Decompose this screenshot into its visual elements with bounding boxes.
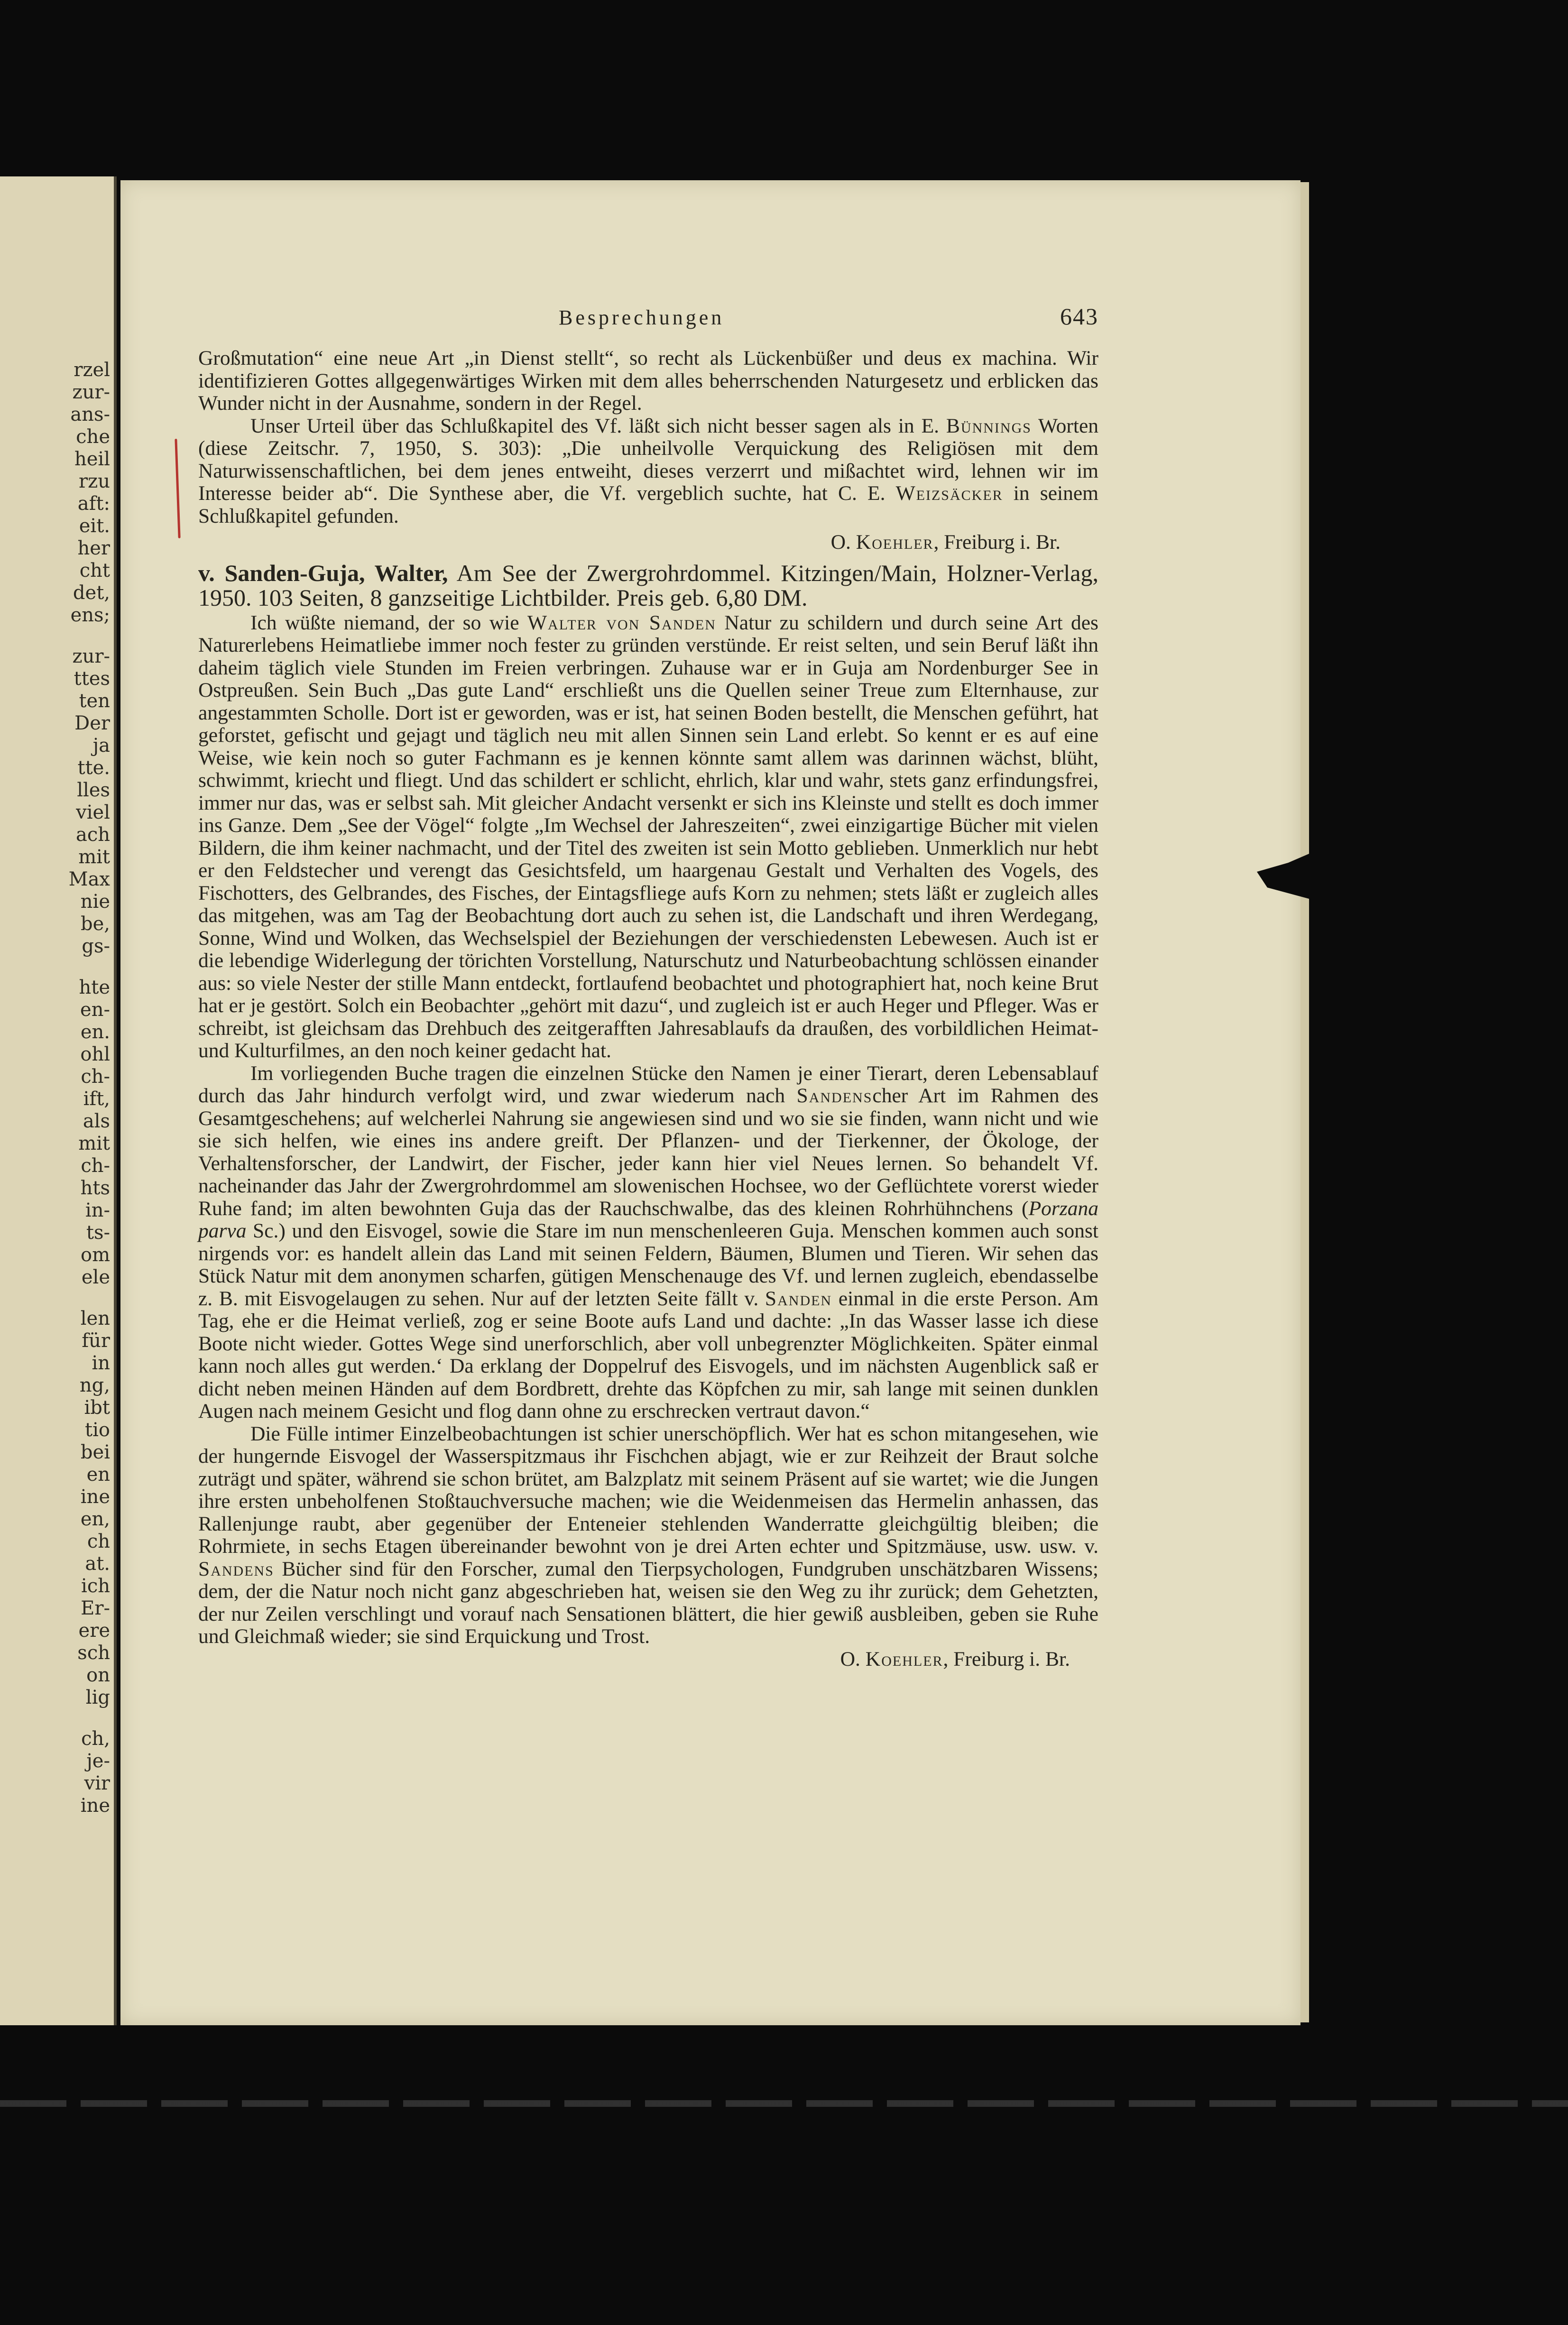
margin-pencil-mark	[175, 439, 180, 538]
left-page-line-fragment: tte.	[77, 757, 110, 779]
left-page-line-fragment: ch	[87, 1531, 110, 1552]
left-page-line-fragment: rzu	[79, 471, 110, 492]
left-page-line-fragment: Er-	[81, 1597, 110, 1619]
left-page-line-fragment: ich	[81, 1575, 110, 1597]
left-page-line-fragment: eit.	[79, 515, 110, 537]
previous-page-edge	[0, 176, 117, 2025]
left-page-line-fragment: ohl	[80, 1043, 110, 1065]
left-page-line-fragment: bei	[80, 1441, 110, 1463]
left-page-line-fragment: in-	[85, 1199, 110, 1221]
prev-review-signature: O. Koehler, Freiburg i. Br.	[830, 531, 1061, 554]
left-page-line-fragment: ele	[81, 1266, 110, 1288]
left-page-line-fragment: in	[92, 1352, 110, 1374]
running-head	[198, 305, 1098, 334]
left-page-line-fragment: Max	[68, 868, 110, 890]
review-paragraph-1: Ich wüßte niemand, der so wie Walter von Sanden Natur zu schildern und durch seine Art des Naturerlebens Heimatliebe immer noch fester zu gründen verstünde. Er reist selten, und sein Beruf läßt ihn daheim täglich viele Stunden im Freien verbringen. Zuhause war er in Guja am Nordenburger See in Ostpreußen. Sein Buch „Das gute Land“ erschließt uns die Quellen seiner Treue zum Elternhause, zur angestammten Scholle. Dort ist er geworden, was er ist, hat seinen Boden bestellt, die Menschen geführt, hat geforstet, gefischt und gejagt und täglich neu mit allen Sinnen sein Land erlebt. So kennt er es auf eine Weise, wie kein noch so guter Fachmann es je kennen könnte samt allem was darinnen wächst, blüht, schwimmt, kriecht und fliegt. Und das schildert er schlicht, ehrlich, klar und wahr, stets ganz erfindungsfrei, immer nur das, was er selbst sah. Mit gleicher Andacht versenkt er sich ins Kleinste und stellt es doch immer ins Ganze. Dem „See der Vögel“ folgte „Im Wechsel der Jahreszeiten“, zwei einzigartige Bücher mit vielen Bildern, die ihm keiner nachmacht, und der Titel des zweiten ist sein Motto geblieben. Unmerklich nur hebt er den Feldstecher und verengt das Gesichtsfeld, um haargenau Gestalt und Verhalten des Vogels, des Fischotters, des Gelbrandes, des Fisches, der Eintagsfliege aufs Korn zu nehmen; stets läßt er zugleich alles das mitgehen, was am Tag der Beobachtung dort auch zu sehen ist, die Landschaft und ihren Werdegang, Sonne, Wind und Wolken, das Wechselspiel der Beziehungen der verschiedensten Lebewesen. Auch ist er die lebendige Widerlegung der törichten Vorstellung, Naturschutz und Naturbeobachtung schlössen einander aus: so viele Nester der stille Mann entdeckt, fortlaufend beobachtet und photographiert hat, noch keine Brut hat er je gestört. Solch ein Beobachter „gehört mit dazu“, und zugleich ist er auch Heger und Pfleger. Was er schreibt, ist gleichsam das Drehbuch des zeitgerafften Jahresablaufs da draußen, des vorbildlichen Heimat- und Kulturfilmes, an den noch keiner gedacht hat.	[198, 611, 1098, 1062]
left-page-line-fragment: om	[80, 1244, 110, 1266]
review-heading	[198, 561, 1098, 610]
left-page-line-fragment: ch-	[81, 1155, 110, 1177]
left-page-line-fragment: ach	[75, 824, 110, 846]
left-page-line-fragment: ibt	[84, 1397, 110, 1419]
left-page-line-fragment: gs-	[82, 935, 110, 957]
left-page-line-fragment: tio	[85, 1419, 110, 1441]
left-page-line-fragment: aft:	[77, 493, 110, 515]
scan-ruler-strip	[0, 2100, 1568, 2107]
left-page-line-fragment: zur-	[72, 381, 110, 403]
review-paragraph-3: Die Fülle intimer Einzelbeobachtungen ist schier unerschöpflich. Wer hat es schon mitangesehen, wie der hungernde Eisvogel der Wasserspitzmaus ihr Fischchen abjagt, wie er zur Reihzeit der Braut solche zuträgt und später, während sie schon brütet, am Balzplatz mit seinem Präsent auf sie wartet; wie die Jungen ihre ersten unbeholfenen Stoßtauchversuche machen; wie die Weidenmeisen das Hermelin anhassen, das Rallenjunge raubt, aber gegenüber der Enteneier stehlenden Wanderratte gleichgültig bleiben; die Rohrmiete, in sechs Etagen übereinander bewohnt von je drei Arten echter und Spitzmäuse, usw. usw. v. Sandens Bücher sind für den Forscher, zumal den Tierpsychologen, Fundgruben unschätzbaren Wissens; dem, der die Natur noch nicht ganz abgeschrieben hat, weisen sie den Weg zu ihr zurück; dem Gehetzten, der nur Zeilen verschlingt und vorauf nach Sensationen blättert, die hier gewiß ausbleiben, geben sie Ruhe und Gleichmaß wieder; sie sind Erquickung und Trost.	[198, 1422, 1098, 1648]
left-page-line-fragment: lles	[77, 779, 110, 801]
left-page-line-fragment: ine	[80, 1795, 110, 1817]
reviewed-citation: Am See der Zwergrohrdommel. Kitzingen/Main, Holzner-Verlag, 1950. 103 Seiten, 8 ganzseitige Lichtbilder. Preis geb. 6,80 DM.	[198, 559, 1098, 611]
left-page-line-fragment: sch	[77, 1642, 110, 1664]
prev-review-conclusion: Unser Urteil über das Schlußkapitel des Vf. läßt sich nicht besser sagen als in E. Bünnings Worten (diese Zeitschr. 7, 1950, S. 303): „Die unheilvolle Verquickung des Religiösen mit dem Naturwissenschaftlichen, bei dem jenes entweiht, dieses verzerrt und mißachtet wird, lehnen wir im Interesse beider ab“. Die Synthese aber, die Vf. vergeblich suchte, hat C. E. Weizsäcker in seinem Schlußkapitel gefunden.	[198, 414, 1099, 527]
page-number: 643	[1060, 303, 1098, 330]
left-page-line-fragment: det,	[73, 582, 110, 604]
left-page-line-fragment: at.	[85, 1553, 110, 1575]
left-page-line-fragment: viel	[76, 802, 110, 823]
left-page-line-fragment: en	[86, 1464, 110, 1485]
left-page-line-fragment: ttes	[74, 668, 110, 690]
author-name-buennings: Bünnings	[946, 414, 1032, 437]
left-page-line-fragment: ere	[78, 1620, 110, 1642]
left-page-line-fragment: als	[83, 1110, 110, 1132]
left-page-line-fragment: ja	[92, 735, 110, 757]
review-paragraph-2: Im vorliegenden Buche tragen die einzelnen Stücke den Namen je einer Tierart, deren Lebensablauf durch das Jahr hindurch verfolgt wird, und zwar wiederum nach Sandenscher Art im Rahmen des Gesamtgeschehens; auf welcherlei Nahrung sie angewiesen sind und wo sie sie finden, wann nicht und wie sie sich helfen, wie eines ins andere greift. Der Pflanzen- und der Tierkenner, der Ökologe, der Verhaltensforscher, der Landwirt, der Fischer, jeder kann hier viel Neues lernen. So behandelt Vf. nacheinander das Jahr der Zwergrohrdommel am slowenischen Hochsee, wo der Geflüchtete vorerst wieder Ruhe fand; im alten bewohnten Guja das der Rauchschwalbe, das des kleinen Rohrhühnchens (Porzana parva Sc.) und den Eisvogel, sowie die Stare im nun menschenleeren Guja. Menschen kommen auch sonst nirgends vor: es handelt allein das Land mit seinen Feldern, Bäumen, Blumen und Tieren. Wir sehen das Stück Natur mit dem anonymen scharfen, gütigen Menschenauge des Vf. und lernen zugleich, ebendasselbe z. B. mit Eisvogelaugen zu sehen. Nur auf der letzten Seite fällt v. Sanden einmal in die erste Person. Am Tag, ehe er die Heimat verließ, zog er seine Boote aufs Land und dachte: „In das Wasser lasse ich diese Boote nicht wieder. Gottes Wege sind unerforschlich, aber voll unbegrenzter Möglichkeiten. Später einmal kann noch alles gut werden.‘ Da erklang der Doppelruf des Eisvogels, und im nächsten Augenblick saß er dicht neben meinen Händen auf dem Bordbrett, drehte das Köpfchen zu mir, sah lange mit seinen dunklen Augen nach meinem Gesicht und flog dann ohne zu erschrecken vertraut davon.“	[198, 1061, 1098, 1422]
page-edge-shadow	[1301, 182, 1309, 2022]
left-page-line-fragment: rzel	[74, 359, 110, 381]
left-page-line-fragment: für	[82, 1330, 110, 1352]
left-page-line-fragment: ng,	[79, 1375, 110, 1396]
left-page-line-fragment: vir	[84, 1772, 110, 1794]
left-page-line-fragment: ans-	[70, 404, 110, 425]
left-page-line-fragment: hts	[80, 1177, 110, 1199]
page-text-block	[198, 305, 1098, 1677]
left-page-line-fragment: be,	[81, 913, 110, 935]
left-page-line-fragment: ift,	[83, 1088, 110, 1110]
running-title: Besprechungen	[559, 306, 725, 329]
left-page-line-fragment: ch,	[81, 1728, 110, 1750]
left-page-line-fragment: ten	[79, 690, 110, 712]
review-signature: O. Koehler, Freiburg i. Br.	[840, 1647, 1070, 1670]
left-page-line-fragment: hte	[79, 977, 110, 998]
left-page-line-fragment: mit	[78, 846, 110, 868]
prev-review-paragraph: Großmutation“ eine neue Art „in Dienst stellt“, so recht als Lückenbüßer und deus ex machina. Wir identifizieren Gottes allgegenwärtiges Wirken mit dem alles beherrschenden Naturgesetz und erblicken das Wunder nicht in der Ausnahme, sondern in der Regel.	[198, 347, 1098, 415]
left-page-line-fragment: ine	[80, 1486, 110, 1508]
left-page-line-fragment: mit	[78, 1133, 110, 1154]
left-page-line-fragment: ch-	[81, 1066, 110, 1088]
left-page-line-fragment: en.	[80, 1021, 110, 1043]
left-page-line-fragment: heil	[74, 448, 110, 470]
left-page-line-fragment: len	[80, 1308, 110, 1329]
left-page-line-fragment: en-	[80, 999, 110, 1021]
author-name-weizsaecker: Weizsäcker	[895, 482, 1003, 505]
left-page-line-fragment: ts-	[86, 1222, 110, 1244]
left-page-line-fragment: her	[77, 537, 110, 559]
reviewed-author: v. Sanden-Guja, Walter,	[198, 559, 448, 586]
left-page-line-fragment: ens;	[70, 604, 110, 626]
left-page-line-fragment: Der	[74, 712, 110, 734]
left-page-line-fragment: nie	[80, 891, 110, 913]
book-page	[120, 180, 1301, 2025]
species-name: Porzana parva	[198, 1197, 1098, 1242]
left-page-line-fragment: zur-	[72, 646, 110, 667]
left-page-line-fragment: lig	[85, 1687, 110, 1708]
left-page-line-fragment: cht	[79, 560, 110, 581]
left-page-line-fragment: on	[86, 1664, 110, 1686]
left-page-line-fragment: en,	[80, 1508, 110, 1530]
left-page-line-fragment: che	[76, 426, 110, 448]
left-page-line-fragment: je-	[86, 1750, 110, 1772]
